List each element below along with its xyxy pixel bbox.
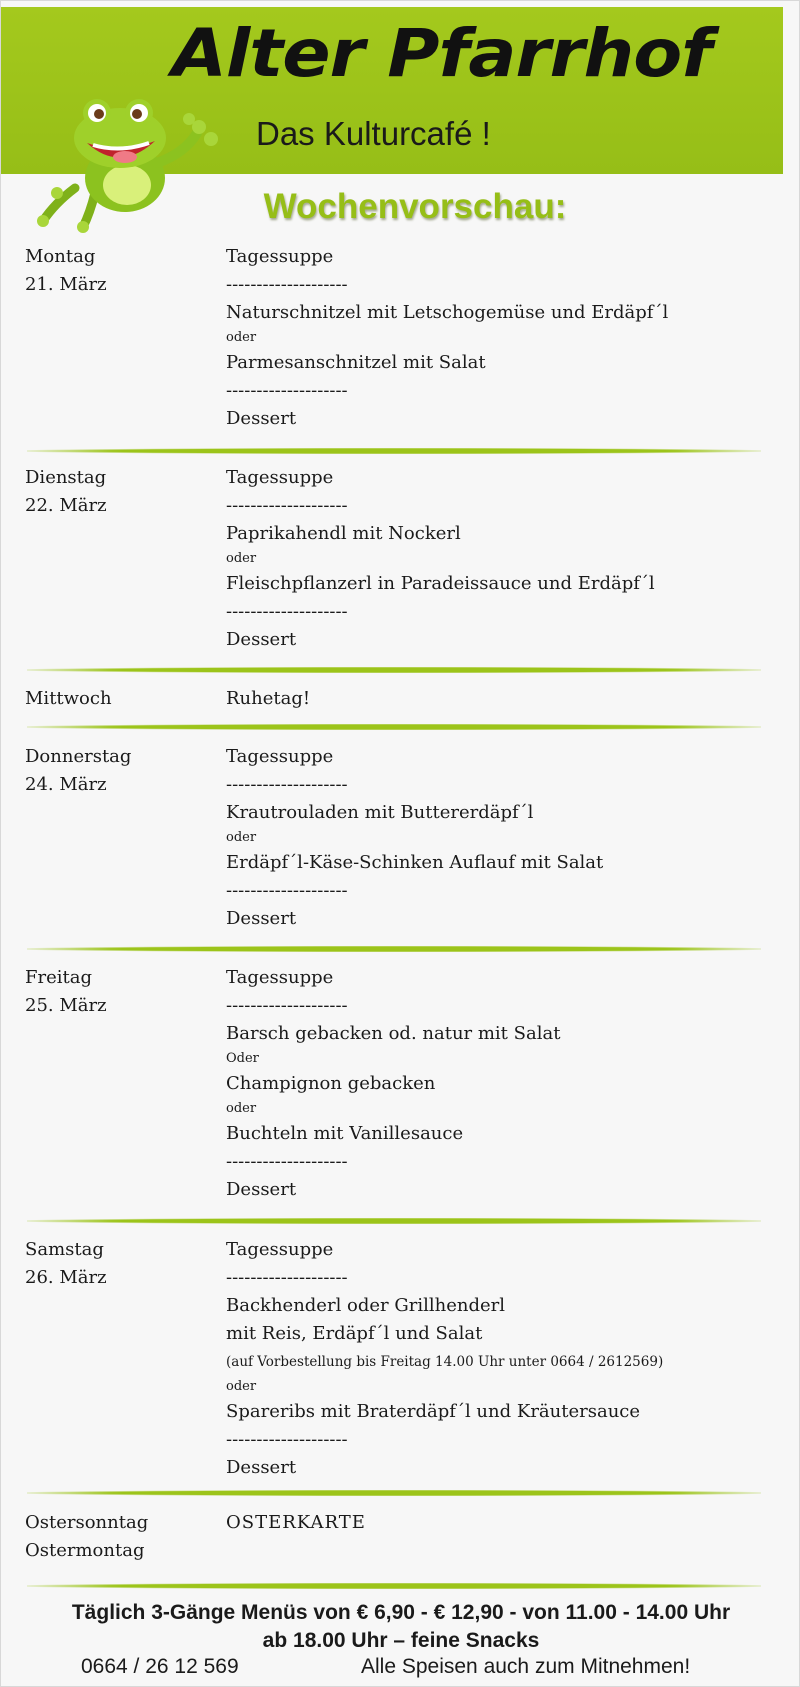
section-divider <box>27 667 761 673</box>
dish-list <box>226 1509 786 1537</box>
dessert-line: Dessert <box>226 908 297 929</box>
dish-list <box>226 743 786 933</box>
dish-line: Erdäpf´l-Käse-Schinken Auflauf mit Salat <box>226 852 604 873</box>
takeaway-note: Alle Speisen auch zum Mitnehmen! <box>361 1655 691 1678</box>
dish-line: Tagessuppe <box>226 246 334 267</box>
dish-list <box>226 964 786 1204</box>
day-label: Donnerstag 24. März <box>25 746 132 795</box>
day-label: Dienstag 22. März <box>25 467 107 516</box>
separator-line: -------------------- <box>226 1267 348 1288</box>
dish-list <box>226 464 786 654</box>
section-divider <box>27 1490 761 1496</box>
dish-line: Tagessuppe <box>226 1239 334 1260</box>
dessert-line: Dessert <box>226 408 297 429</box>
dish-line: Fleischpflanzerl in Paradeissauce und Erdäpf´l <box>226 573 655 594</box>
day-label: Mittwoch <box>25 688 112 709</box>
snacks-info: ab 18.00 Uhr – feine Snacks <box>262 1629 540 1652</box>
separator-line: -------------------- <box>226 380 348 401</box>
day-label: Montag 21. März <box>25 246 107 295</box>
dish-list <box>226 243 786 433</box>
dish-line: Tagessuppe <box>226 967 334 988</box>
dish-line: Buchteln mit Vanillesauce <box>226 1123 464 1144</box>
section-divider <box>27 1583 761 1589</box>
dish-line: Ruhetag! <box>226 688 311 709</box>
day-label: Freitag 25. März <box>25 967 107 1016</box>
frog-icon <box>35 93 225 233</box>
week-preview-heading: Wochenvorschau: <box>263 187 567 226</box>
separator-line: -------------------- <box>226 995 348 1016</box>
dish-line: Backhenderl oder Grillhenderl <box>226 1295 506 1316</box>
phone-number: 0664 / 26 12 569 <box>81 1655 239 1678</box>
section-divider <box>27 448 761 454</box>
separator-line: -------------------- <box>226 601 348 622</box>
or-text: oder <box>226 330 257 345</box>
separator-line: -------------------- <box>226 495 348 516</box>
dish-line: Krautrouladen mit Buttererdäpf´l <box>226 802 534 823</box>
or-text: oder <box>226 830 257 845</box>
dish-line: Champignon gebacken <box>226 1073 436 1094</box>
section-divider <box>27 1218 761 1224</box>
day-label: Samstag 26. März <box>25 1239 107 1288</box>
dish-list <box>226 1236 786 1482</box>
separator-line: -------------------- <box>226 774 348 795</box>
or-text: oder <box>226 1101 257 1116</box>
dessert-line: Dessert <box>226 629 297 650</box>
or-text: Oder <box>226 1051 259 1066</box>
dessert-line: Dessert <box>226 1179 297 1200</box>
separator-line: -------------------- <box>226 880 348 901</box>
dessert-line: Dessert <box>226 1457 297 1478</box>
separator-line: -------------------- <box>226 1429 348 1450</box>
menu-price-info: Täglich 3-Gänge Menüs von € 6,90 - € 12,90 - von 11.00 - 14.00 Uhr <box>71 1601 731 1624</box>
restaurant-subtitle: Das Kulturcafé ! <box>256 115 491 152</box>
dish-line: Tagessuppe <box>226 467 334 488</box>
restaurant-title: Alter Pfarrhof <box>171 15 712 92</box>
separator-line: -------------------- <box>226 274 348 295</box>
dish-line: Tagessuppe <box>226 746 334 767</box>
separator-line: -------------------- <box>226 1151 348 1172</box>
dish-line: OSTERKARTE <box>226 1512 366 1533</box>
dish-line: Naturschnitzel mit Letschogemüse und Erdäpf´l <box>226 302 669 323</box>
day-label: Ostersonntag Ostermontag <box>25 1512 149 1561</box>
dish-line: Spareribs mit Braterdäpf´l und Kräutersauce <box>226 1401 641 1422</box>
dish-list <box>226 685 786 713</box>
section-divider <box>27 724 761 730</box>
section-divider <box>27 946 761 952</box>
or-text: oder <box>226 551 257 566</box>
dish-line: Barsch gebacken od. natur mit Salat <box>226 1023 561 1044</box>
or-text: oder <box>226 1379 257 1394</box>
dish-line: Paprikahendl mit Nockerl <box>226 523 461 544</box>
dish-line: mit Reis, Erdäpf´l und Salat <box>226 1323 483 1344</box>
dish-line: Parmesanschnitzel mit Salat <box>226 352 486 373</box>
preorder-note: (auf Vorbestellung bis Freitag 14.00 Uhr unter 0664 / 2612569) <box>226 1354 664 1370</box>
